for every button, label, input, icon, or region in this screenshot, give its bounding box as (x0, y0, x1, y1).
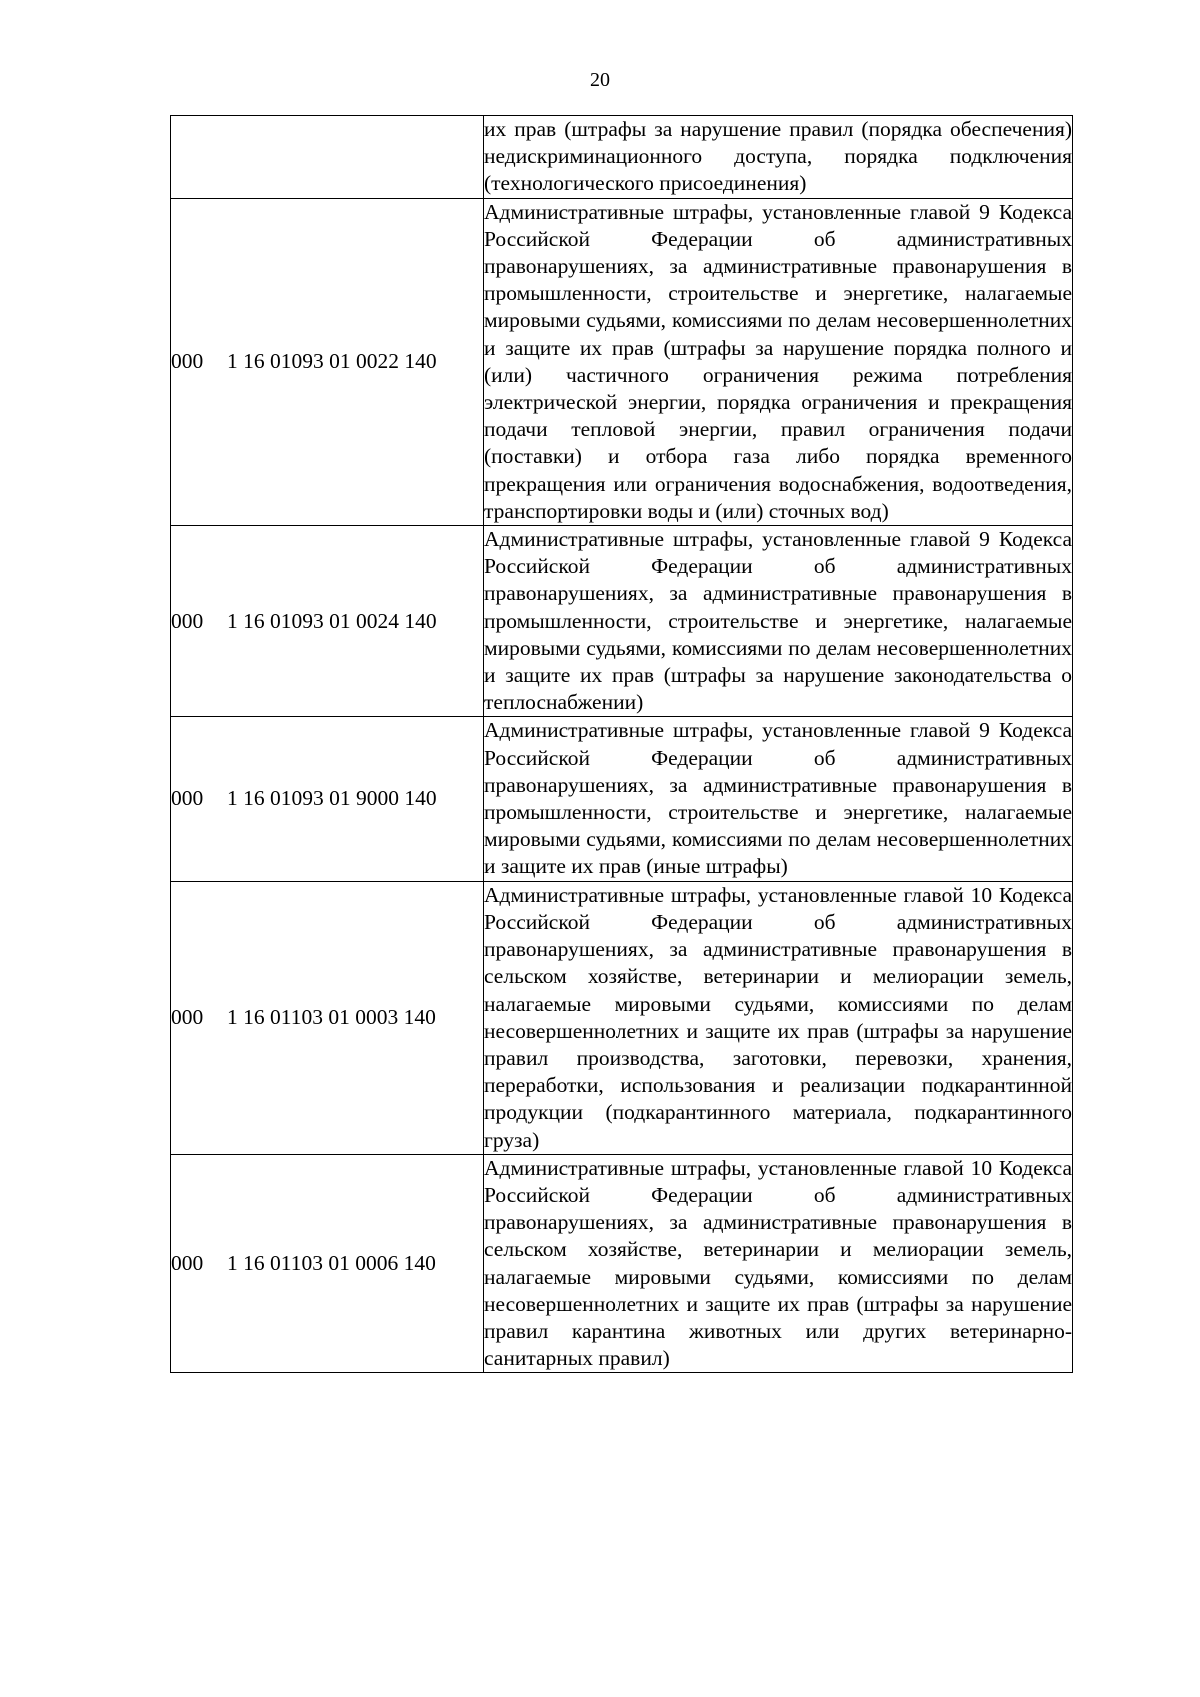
table-row (171, 881, 1073, 1154)
admin-code: 000 (171, 1250, 204, 1275)
code-cell (171, 526, 484, 717)
description-cell: Административные штрафы, установленные главой 9 Кодекса Российской Федерации об административных правонарушениях, за административные правонарушения в промышленности, строительстве и энергетике, налагаемые мировыми судьями, комиссиями по делам несовершеннолетних и защите их прав (штрафы за нарушение законодательства о теплоснабжении) (484, 526, 1073, 717)
table-row (171, 717, 1073, 881)
kbk-code: 1 16 01103 01 0006 140 (227, 1250, 436, 1275)
description-cell: Административные штрафы, установленные главой 10 Кодекса Российской Федерации об административных правонарушениях, за административные правонарушения в сельском хозяйстве, ветеринарии и мелиорации земель, налагаемые мировыми судьями, комиссиями по делам несовершеннолетних и защите их прав (штрафы за нарушение правил карантина животных или других ветеринарно-санитарных правил) (484, 1154, 1073, 1373)
description-cell: их прав (штрафы за нарушение правил (порядка обеспечения) недискриминационного доступа, порядка подключения (технологического присоединения) (484, 116, 1073, 199)
description-cell: Административные штрафы, установленные главой 10 Кодекса Российской Федерации об административных правонарушениях, за административные правонарушения в сельском хозяйстве, ветеринарии и мелиорации земель, налагаемые мировыми судьями, комиссиями по делам несовершеннолетних и защите их прав (штрафы за нарушение правил производства, заготовки, перевозки, хранения, переработки, использования и реализации подкарантинной продукции (подкарантинного материала, подкарантинного груза) (484, 881, 1073, 1154)
table-row (171, 116, 1073, 199)
table-row (171, 198, 1073, 525)
code-cell (171, 717, 484, 881)
kbk-code: 1 16 01093 01 0022 140 (227, 349, 437, 374)
kbk-code: 1 16 01103 01 0003 140 (227, 1005, 436, 1030)
table-row (171, 526, 1073, 717)
admin-code: 000 (171, 786, 204, 811)
description-cell: Административные штрафы, установленные главой 9 Кодекса Российской Федерации об административных правонарушениях, за административные правонарушения в промышленности, строительстве и энергетике, налагаемые мировыми судьями, комиссиями по делам несовершеннолетних и защите их прав (штрафы за нарушение порядка полного и (или) частичного ограничения режима потребления электрической энергии, порядка ограничения и прекращения подачи тепловой энергии, правил ограничения подачи (поставки) и отбора газа либо порядка временного прекращения или ограничения водоснабжения, водоотведения, транспортировки воды и (или) сточных вод) (484, 198, 1073, 525)
budget-codes-table (170, 115, 1073, 1373)
code-cell (171, 881, 484, 1154)
kbk-code: 1 16 01093 01 0024 140 (227, 608, 437, 633)
admin-code: 000 (171, 608, 204, 633)
admin-code: 000 (171, 349, 204, 374)
table-row (171, 1154, 1073, 1373)
description-cell: Административные штрафы, установленные главой 9 Кодекса Российской Федерации об административных правонарушениях, за административные правонарушения в промышленности, строительстве и энергетике, налагаемые мировыми судьями, комиссиями по делам несовершеннолетних и защите их прав (иные штрафы) (484, 717, 1073, 881)
kbk-code: 1 16 01093 01 9000 140 (227, 786, 437, 811)
code-cell (171, 198, 484, 525)
code-cell (171, 116, 484, 199)
page-number: 20 (590, 69, 610, 91)
admin-code: 000 (171, 1005, 204, 1030)
code-cell (171, 1154, 484, 1373)
